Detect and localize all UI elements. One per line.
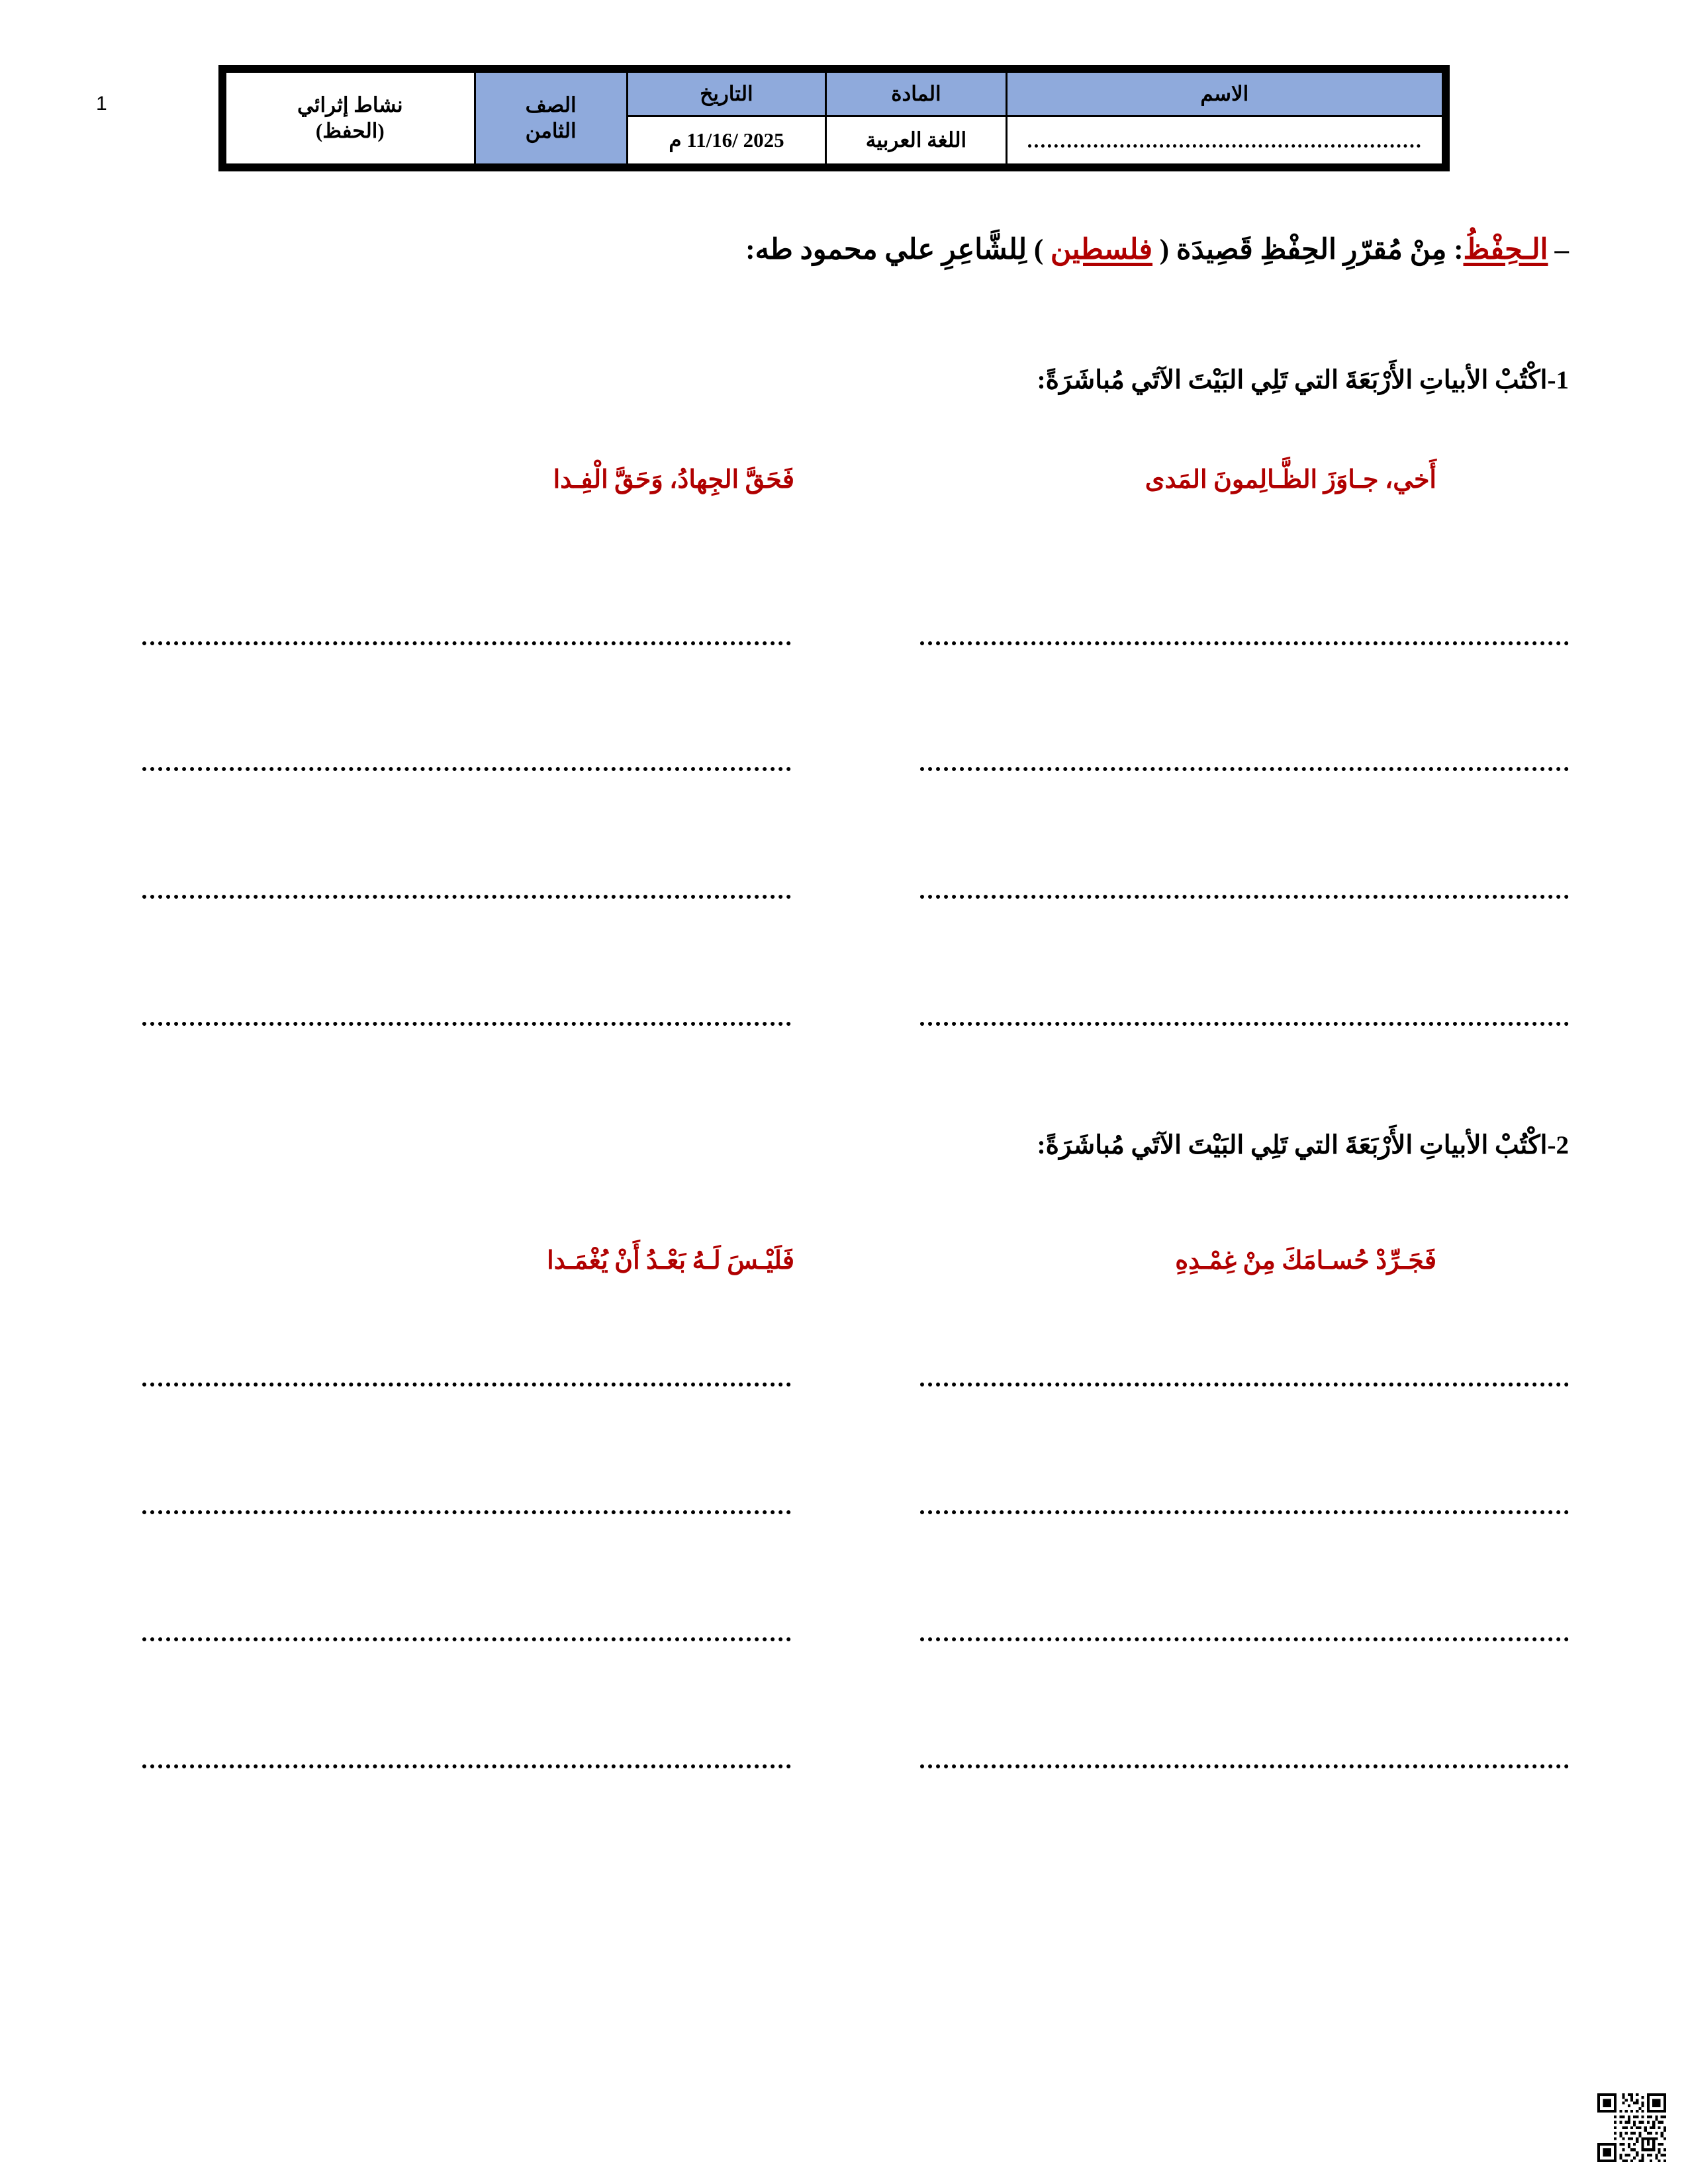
page-number: 1 (96, 93, 107, 114)
answer-line[interactable] (142, 892, 791, 899)
name-dotted-line (1028, 143, 1421, 148)
header-table (218, 65, 1450, 171)
answer-line[interactable] (920, 764, 1569, 771)
grade-value: الثامن (525, 118, 577, 142)
header-cell-subject-label: المادة (826, 72, 1006, 116)
answer-line[interactable] (142, 1019, 791, 1026)
grade-label: الصف (525, 93, 577, 116)
answer-line[interactable] (920, 639, 1569, 645)
qr-code[interactable] (1597, 2093, 1666, 2162)
question-1-hemistich-b: فَحَقَّ الجِهادُ، وَحَقَّ الْفِـدا (553, 466, 794, 494)
answer-line[interactable] (920, 1019, 1569, 1026)
name-input-cell[interactable] (1006, 116, 1442, 165)
question-1-hemistich-a: أَخي، جـاوَزَ الظَّـالِمونَ المَدى (1145, 466, 1436, 494)
question-2-number: 2- (1547, 1131, 1569, 1160)
title-dash: – (1554, 234, 1569, 265)
answer-line[interactable] (142, 1508, 791, 1514)
question-1-heading (126, 365, 1569, 395)
question-2-hemistich-b: فَلَيْـسَ لَـهُ بَعْـدُ أَنْ يُغْمَـدا (547, 1247, 794, 1275)
title-after-poem: ) لِلشَّاعِرِ علي محمود طه: (745, 234, 1044, 265)
question-2-heading (126, 1130, 1569, 1160)
answer-line[interactable] (920, 1635, 1569, 1641)
date-value: 2025 /11/16 م (627, 116, 826, 165)
title-poem-name: فلسطين (1050, 234, 1153, 265)
answer-line[interactable] (142, 1380, 791, 1387)
activity-line-1: نشاط إثرائي (297, 93, 403, 116)
subject-value: اللغة العربية (826, 116, 1006, 165)
answer-line[interactable] (142, 639, 791, 645)
title-colon: : (1454, 234, 1464, 265)
header-cell-activity (226, 72, 475, 165)
qr-code-image (1597, 2093, 1666, 2162)
header-cell-name-label: الاسم (1006, 72, 1442, 116)
question-1-prompt: اكْتُبْ الأبياتِ الأَرْبَعَةَ التي تَلِي البَيْتَ الآتَي مُباشَرَةً: (1037, 366, 1548, 394)
answer-line[interactable] (142, 1635, 791, 1641)
answer-line[interactable] (920, 1762, 1569, 1768)
answer-line[interactable] (920, 1508, 1569, 1514)
answer-line[interactable] (920, 892, 1569, 899)
activity-line-2: (الحفظ) (315, 118, 385, 142)
answer-line[interactable] (142, 1762, 791, 1768)
question-2-prompt: اكْتُبْ الأبياتِ الأَرْبَعَةَ التي تَلِي البَيْتَ الآتَي مُباشَرَةً: (1037, 1131, 1548, 1160)
title-before-poem: مِنْ مُقرّرِ الحِفْظِ قَصِيدَة ( (1159, 234, 1447, 265)
answer-line[interactable] (920, 1380, 1569, 1387)
answer-line[interactable] (142, 764, 791, 771)
title-keyword: الـحِفْظُ (1463, 234, 1548, 265)
question-1-number: 1- (1547, 366, 1569, 394)
page-title (126, 233, 1569, 266)
header-cell-grade (475, 72, 627, 165)
header-cell-date-label: التاريخ (627, 72, 826, 116)
question-2-hemistich-a: فَجَـرِّدْ حُسـامَكَ مِنْ غِمْـدِهِ (1175, 1247, 1436, 1275)
